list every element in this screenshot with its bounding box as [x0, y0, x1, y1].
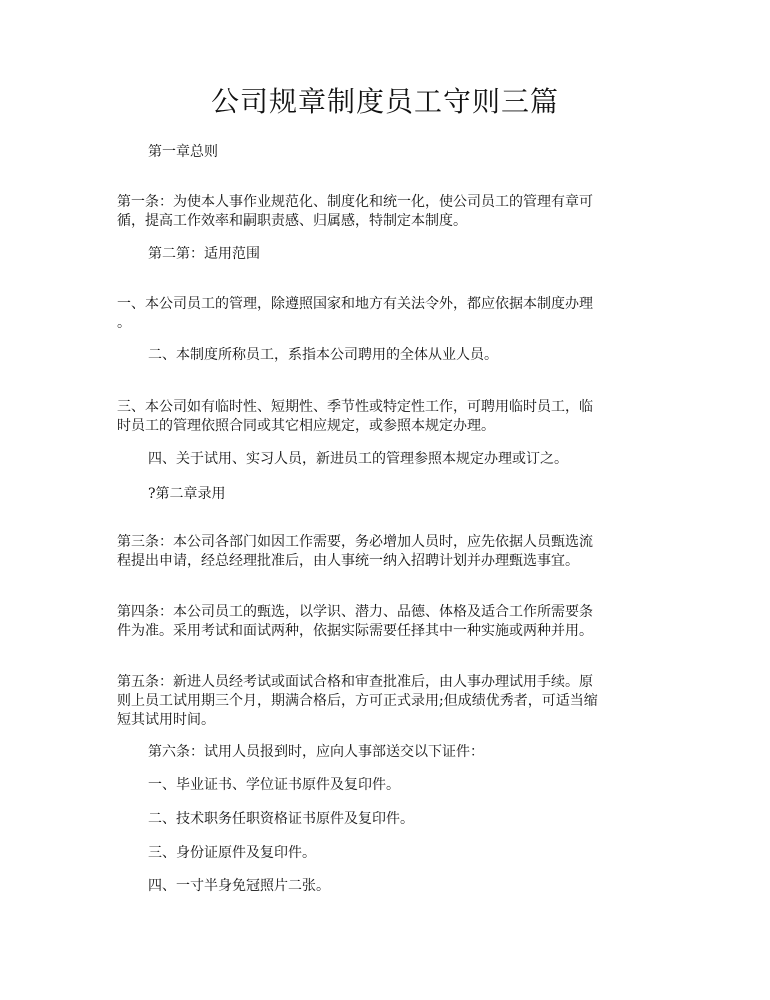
document-list-item-4: 四、一寸半身免冠照片二张。 — [148, 878, 330, 894]
scope-item-1-line-1: 一、本公司员工的管理，除遵照国家和地方有关法令外，都应依据本制度办理 — [117, 296, 593, 312]
article-5-line-2: 则上员工试用期三个月，期满合格后，方可正式录用;但成绩优秀者，可适当缩 — [117, 693, 598, 709]
article-6: 第六条：试用人员报到时，应向人事部送交以下证件： — [148, 744, 484, 760]
scope-item-4: 四、关于试用、实习人员，新进员工的管理参照本规定办理或订之。 — [148, 451, 568, 467]
article-1-line-1: 第一条：为使本人事作业规范化、制度化和统一化，使公司员工的管理有章可 — [117, 194, 593, 210]
article-4-line-1: 第四条：本公司员工的甄选，以学识、潜力、品德、体格及适合工作所需要条 — [117, 604, 593, 620]
document-list-item-1: 一、毕业证书、学位证书原件及复印件。 — [148, 777, 400, 793]
article-3-line-2: 程提出申请，经总经理批准后，由人事统一纳入招聘计划并办理甄选事宜。 — [117, 553, 579, 569]
chapter-heading-2: ?第二章录用 — [148, 486, 226, 502]
scope-item-3-line-2: 时员工的管理依照合同或其它相应规定，或参照本规定办理。 — [117, 418, 495, 434]
scope-item-1-line-2: 。 — [117, 315, 131, 331]
scope-item-3-line-1: 三、本公司如有临时性、短期性、季节性或特定性工作，可聘用临时员工，临 — [117, 399, 593, 415]
section-heading-scope: 第二第：适用范围 — [148, 246, 260, 262]
scope-item-2: 二、本制度所称员工，系指本公司聘用的全体从业人员。 — [148, 347, 498, 363]
document-list-item-3: 三、身份证原件及复印件。 — [148, 845, 316, 861]
article-4-line-2: 件为准。采用考试和面试两种，依据实际需要任择其中一种实施或两种并用。 — [117, 623, 593, 639]
document-list-item-2: 二、技术职务任职资格证书原件及复印件。 — [148, 811, 414, 827]
article-3-line-1: 第三条：本公司各部门如因工作需要，务必增加人员时，应先依据人员甄选流 — [117, 534, 593, 550]
article-5-line-3: 短其试用时间。 — [117, 712, 215, 728]
chapter-heading-1: 第一章总则 — [148, 144, 218, 160]
document-title: 公司规章制度员工守则三篇 — [210, 85, 559, 118]
article-5-line-1: 第五条：新进人员经考试或面试合格和审查批准后，由人事办理试用手续。原 — [117, 674, 593, 690]
article-1-line-2: 循，提高工作效率和嗣职责感、归属感，特制定本制度。 — [117, 213, 467, 229]
